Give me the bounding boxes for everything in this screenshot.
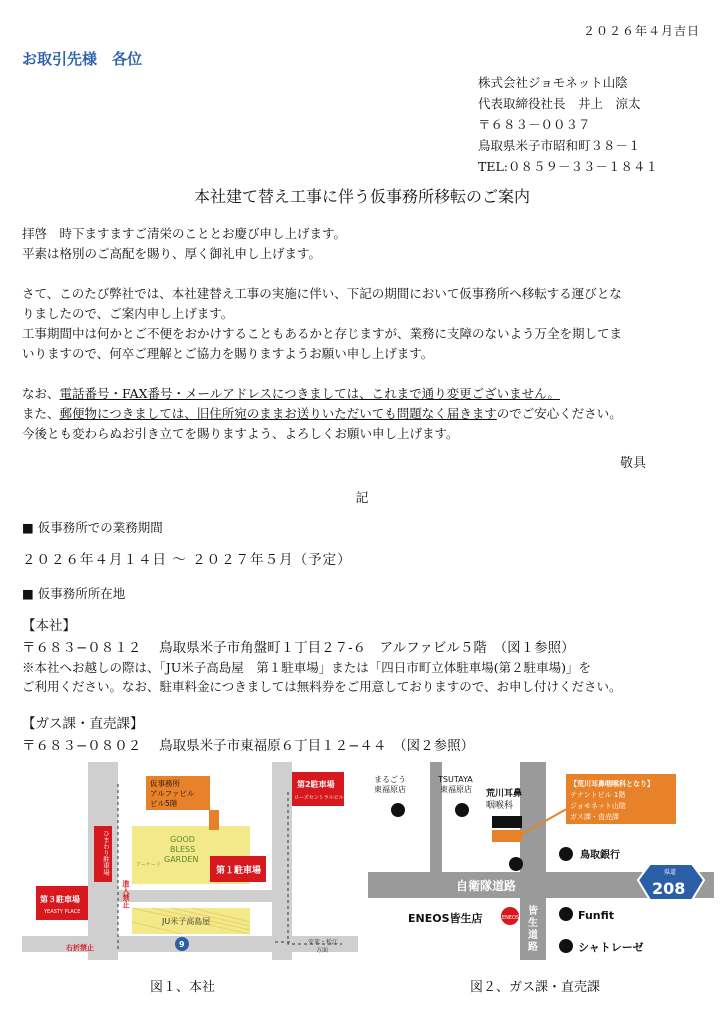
gas-address: 〒６８３−０８０２ 鳥取県米子市東福原６丁目１２−４４ （図２参照） [22,738,475,754]
contact-notice: なお、電話番号・FAX番号・メールアドレスにつきましては、これまで通り変更ございません。 [22,386,560,401]
sender-representative: 代表取締役社長 井上 涼太 [478,96,641,111]
parking-1-label: 第１駐車場 [216,866,262,876]
callout-line-1: 【荒川耳鼻咽喉科となり】 [570,780,654,788]
body-line: りましたので、ご案内申し上げます。 [22,306,234,321]
document-title: 本社建て替え工事に伴う仮事務所移転のご案内 [193,187,530,206]
bank-label: 鳥取銀行 [580,850,620,861]
funfit-marker [559,907,573,921]
body-line: 工事期間中は何かとご不便をおかけすることもあるかと存じますが、業務に支障のないよう万全を期してま [22,326,623,341]
greeting-line: 平素は格別のご高配を賜り、厚く御礼申し上げます。 [22,246,322,261]
himawari-label: ひまわり駐車場 [102,830,110,876]
body-line: さて、このたび弊社では、本社建替え工事の実施に伴い、下記の期間において仮事務所へ移転する運びとな [22,286,622,301]
sender-postal: 〒６８３－００３７ [478,117,591,132]
period-value: ２０２６年４月１４日 〜 ２０２７年５月（予定） [22,552,352,568]
parking-3-label: 第３駐車場 [40,895,80,904]
recipient: お取引先様 各位 [22,50,143,68]
office-marker [509,857,523,871]
garden-label-1: GOOD [170,835,195,844]
callout-line-3: ジョモネット山陰 [570,802,626,810]
temp-office-label-1: 仮事務所 [150,779,180,788]
garden-side-label: アーケード [136,862,161,868]
temp-office-label-3: ビル5階 [150,799,178,808]
bank-marker [559,847,573,861]
location-heading: ■ 仮事務所所在地 [22,586,126,601]
tsutaya-label-2: 東福原店 [440,785,472,794]
road-vertical-right [272,762,292,960]
office-building [492,830,522,842]
closing-line: 今後とも変わらぬお引き立てを賜りますよう、よろしくお願い申し上げます。 [22,426,459,441]
no-entry-label: 進入禁止 [122,880,130,908]
sender-tel: TEL:０８５９－３３－１８４１ [478,159,658,174]
map2-caption: 図２、ガス課・直売課 [470,980,601,995]
tsutaya-marker [455,803,469,817]
clinic-label-2: 咽喉科 [486,801,514,811]
chateraise-label: シャトレーゼ [578,941,644,954]
hq-label: 【本社】 [22,618,76,634]
parking-2-label: 第2駐車場 [297,780,335,789]
clinic-label-1: 荒川耳鼻 [486,789,523,799]
marugo-label-1: まるごう [374,775,406,784]
temp-office-label-2: アルファビル [150,789,195,798]
direction-label-2: 方面 [316,947,329,954]
ki-heading: 記 [355,491,369,506]
route-208-number: 208 [652,879,686,898]
callout-line-2: テナントビル 1階 [570,791,626,799]
marugo-label-2: 東福原店 [374,785,406,794]
chateraise-marker [559,939,573,953]
takashimaya-label: JU米子高島屋 [162,917,211,926]
marugo-marker [391,803,405,817]
issue-date: ２０２６年４月吉日 [582,24,700,38]
direction-label-1: 安来・松江 [308,939,339,946]
period-heading: ■ 仮事務所での業務期間 [22,520,163,535]
map-gas-office [368,762,714,963]
parking-2-sub: ローズセントラルビル [294,795,344,801]
body-line: いりますので、何卒ご理解とご協力を賜りますようお願い申し上げます。 [22,346,434,361]
route-9-number: 9 [179,940,185,949]
gas-label: 【ガス課・直売課】 [22,716,144,732]
clinic-building [492,816,522,828]
closing-word: 敬具 [619,456,646,471]
garden-label-2: BLESS [170,845,196,854]
parking-3-sub: YEASTY PLACE [44,909,81,915]
greeting-line: 拝啓 時下ますますご清栄のこととお慶び申し上げます。 [22,226,347,241]
eneos-label: ENEOS皆生店 [408,912,483,925]
sender-block [478,72,658,177]
tsutaya-label-1: TSUTAYA [438,775,473,784]
sender-company: 株式会社ジョモネット山陰 [478,75,628,90]
kaike-char-2: 生 [528,918,538,929]
route-208-label: 県道 [664,869,677,876]
map-headquarters [22,762,358,963]
callout-line-4: ガス課・直売課 [570,813,619,821]
funfit-label: Funfit [578,909,615,922]
hq-note: ※本社へお越しの際は、「JU米子高島屋 第１駐車場」または「四日市町立体駐車場(第２駐車場)」を ご利用ください。なお、駐車料金につきましては無料券をご用意しておりますので、お申し付けください。 [22,660,622,694]
no-right-turn-label: 右折禁止 [66,944,94,952]
kaike-char-3: 道 [528,930,538,941]
road-jieitai-label: 自衛隊道路 [456,879,517,893]
garden-label-3: GARDEN [164,855,199,864]
kaike-char-4: 路 [528,942,538,953]
kaike-char-1: 皆 [528,906,538,917]
map1-caption: 図１、本社 [150,980,216,995]
eneos-logo-text: ENEOS [502,915,520,921]
sender-address: 鳥取県米子市昭和町３８－１ [478,138,641,153]
mail-notice: また、郵便物につきましては、旧住所宛のままお送りいただいても問題なく届きますのでご安心ください。 [22,406,622,421]
hq-address: 〒６８３−０８１２ 鳥取県米子市角盤町１丁目２７-６ アルファビル５階 （図１参照） [22,640,575,656]
letter-body [22,224,712,444]
